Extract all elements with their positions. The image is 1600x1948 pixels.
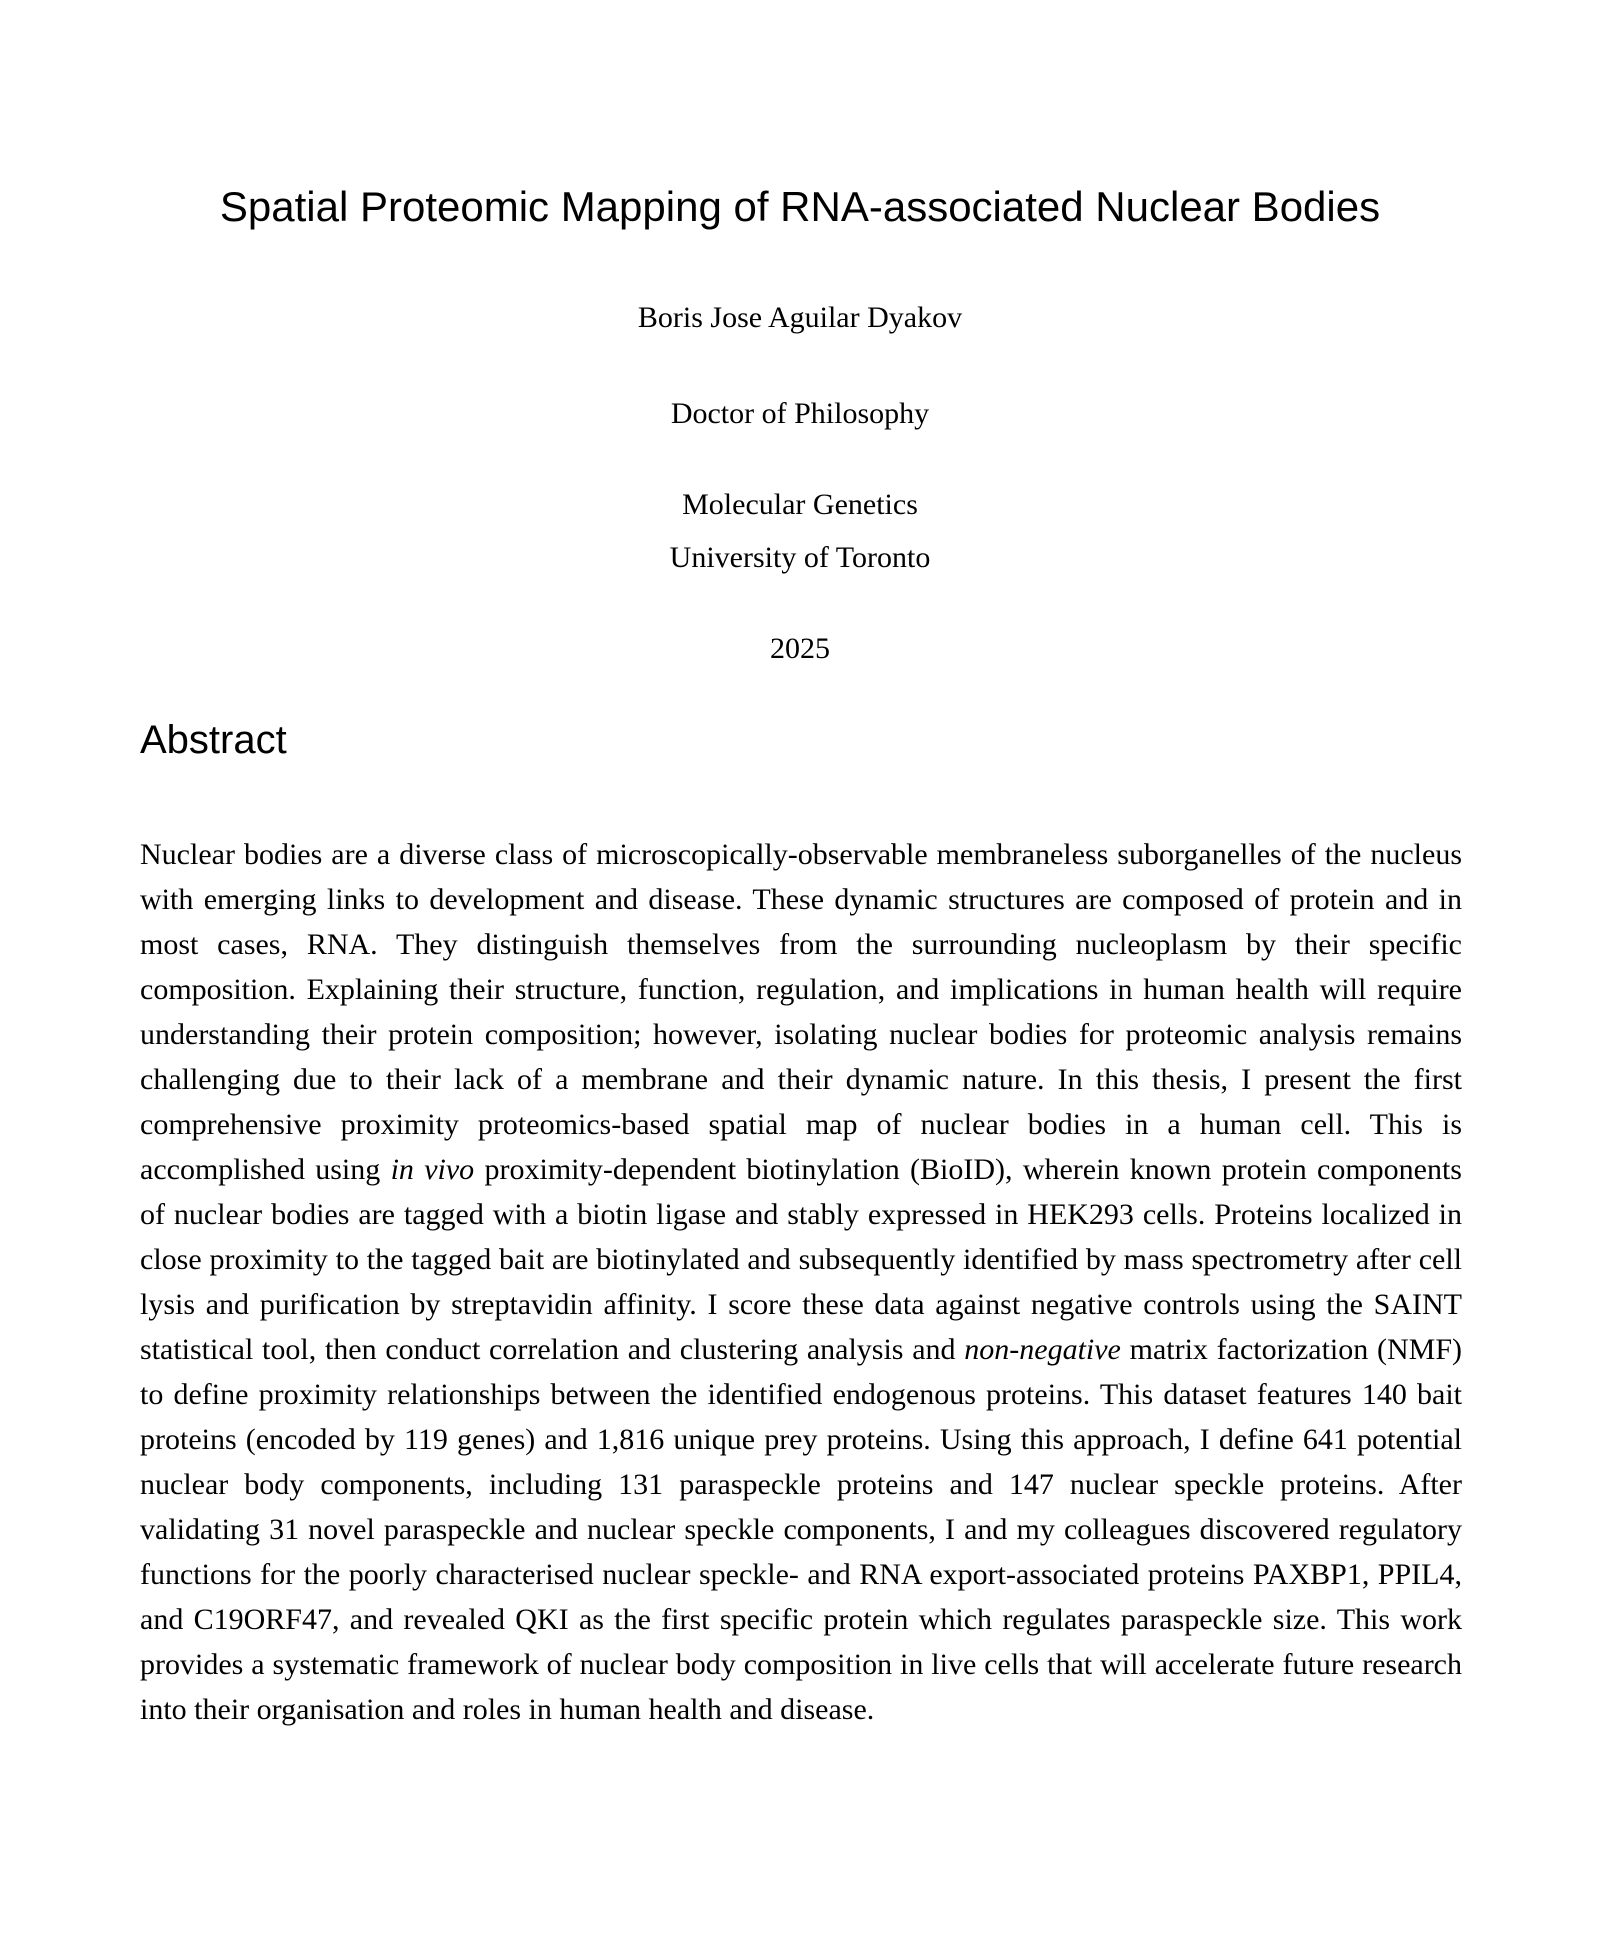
degree-line: Doctor of Philosophy (670, 397, 930, 430)
text-run: matrix factorization (NMF) to define proximity relationships between the identified endogenous proteins. This dataset features 140 bait proteins (encoded by 119 genes) and 1,816 unique prey proteins. Using this approach, I define 641 potential nuclear body components, including 131 paraspeckle proteins and 147 nuclear speckle proteins. After validating 31 novel paraspeckle and nuclear speckle components, I and my colleagues discovered regulatory functions for the poorly characterised nuclear speckle- and RNA export-associated proteins PAXBP1, PPIL4, and C19ORF47, and revealed QKI as the first specific protein which regulates paraspeckle size. This work provides a systematic framework of nuclear body composition in live cells that will accelerate future research into their organisation and roles in human health and disease. (140, 1333, 1462, 1726)
italic-text-run: in vivo (390, 1153, 475, 1186)
abstract-paragraph (140, 832, 1462, 1732)
department-line: Molecular Genetics (682, 488, 918, 521)
text-run: proximity-dependent biotinylation (BioID), wherein known protein components of nuclear bodies are tagged with a biotin ligase and stably expressed in HEK293 cells. Proteins localized in close proximity to the tagged bait are biotinylated and subsequently identified by mass spectrometry after cell lysis and purification by streptavidin affinity. I score these data against negative controls using the SAINT statistical tool, then conduct correlation and clustering analysis and (140, 1153, 1462, 1366)
year-line: 2025 (770, 632, 830, 665)
author-name: Boris Jose Aguilar Dyakov (637, 301, 963, 334)
institution-line: University of Toronto (669, 541, 931, 574)
page-title: Spatial Proteomic Mapping of RNA-associated Nuclear Bodies (219, 183, 1381, 230)
italic-text-run: non-negative (964, 1333, 1121, 1366)
abstract-heading: Abstract (140, 718, 287, 762)
text-run: Nuclear bodies are a diverse class of microscopically-observable membraneless suborganelles of the nucleus with emerging links to development and disease. These dynamic structures are composed of protein and in most cases, RNA. They distinguish themselves from the surrounding nucleoplasm by their specific composition. Explaining their structure, function, regulation, and implications in human health will require understanding their protein composition; however, isolating nuclear bodies for proteomic analysis remains challenging due to their lack of a membrane and their dynamic nature. In this thesis, I present the first comprehensive proximity proteomics-based spatial map of nuclear bodies in a human cell. This is accomplished using (140, 838, 1462, 1186)
